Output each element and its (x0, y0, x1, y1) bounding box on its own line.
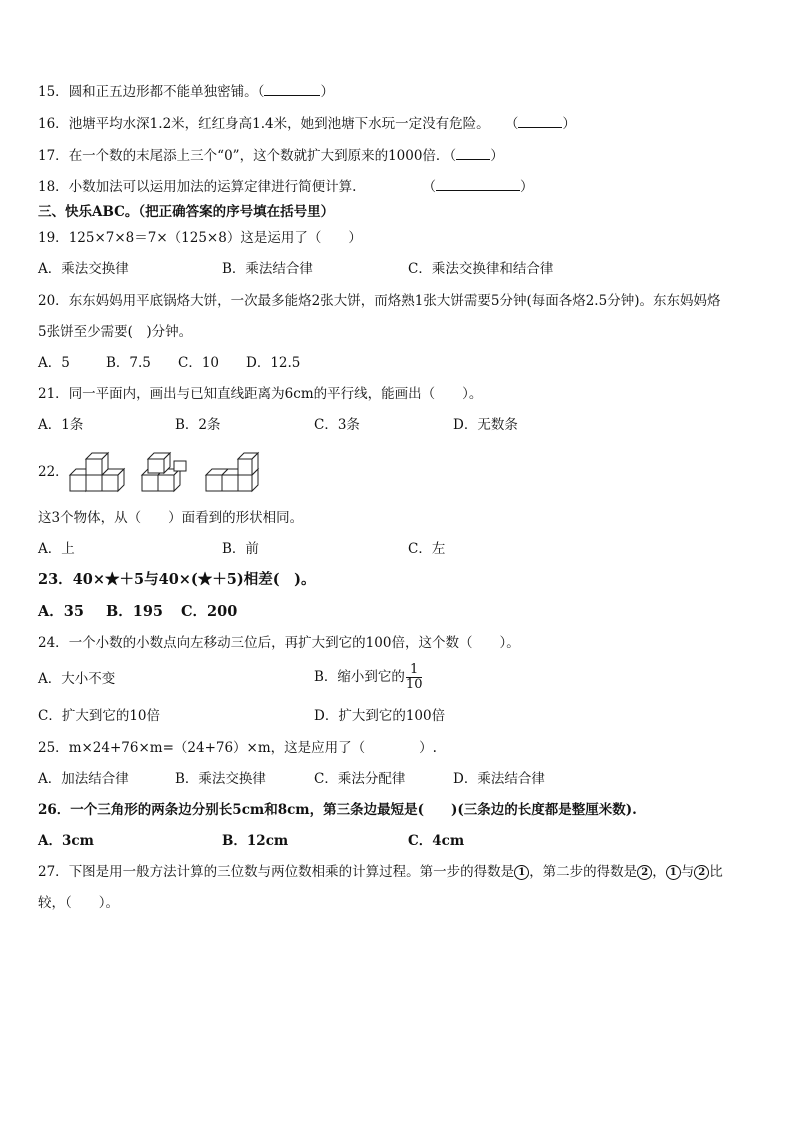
q20-option-a[interactable]: A．5 (38, 355, 70, 371)
circled-number-1b: 1 (666, 865, 681, 880)
q23-number: 23． (38, 571, 73, 588)
question-18 (38, 177, 533, 196)
q20-text-line2: 5张饼至少需要( )分钟。 (38, 324, 193, 340)
q25-option-a[interactable]: A．加法结合律 (38, 771, 129, 787)
fraction-denominator: 10 (405, 677, 423, 692)
q24-text: 一个小数的小数点向左移动三位后，再扩大到它的100倍，这个数（ ）。 (68, 635, 520, 651)
q27-text-line2: 较，（ ）。 (38, 895, 119, 911)
q27-number: 27． (38, 864, 69, 880)
circled-number-2b: 2 (694, 865, 709, 880)
q24-number: 24． (38, 635, 69, 651)
q21-option-b[interactable]: B．2条 (175, 417, 221, 433)
q23-option-c[interactable]: C．200 (181, 603, 238, 620)
q16-close: ） (562, 116, 576, 132)
q27-text-d: 与 (680, 864, 695, 880)
q27-text-e: 比 (709, 864, 723, 880)
q27-text-a: 下图是用一般方法计算的三位数与两位数相乘的计算过程。第一步的得数是 (68, 864, 515, 880)
question-27 (38, 863, 723, 881)
fraction-numerator: 1 (406, 663, 423, 678)
q16-blank[interactable] (518, 114, 562, 128)
q16-open: （ (511, 116, 519, 132)
q18-blank[interactable] (436, 177, 520, 191)
q18-text: 小数加法可以运用加法的运算定律进行简便计算. (68, 179, 357, 195)
q23-option-a[interactable]: A．35 (38, 603, 84, 620)
q15-number: 15． (38, 84, 69, 100)
q21-number: 21． (38, 386, 69, 402)
section-3-heading: 三、快乐ABC。（把正确答案的序号填在括号里） (38, 204, 335, 220)
cube-figure-2 (140, 449, 190, 495)
q18-number: 18． (38, 179, 69, 195)
q17-close: ） (490, 148, 504, 164)
q20-option-b[interactable]: B．7.5 (106, 355, 151, 371)
q17-text: 在一个数的末尾添上三个“0”，这个数就扩大到原来的1000倍．（ (68, 148, 457, 164)
q27-text-c: ， (652, 864, 666, 880)
q22-option-b[interactable]: B．前 (222, 541, 259, 557)
q21-option-c[interactable]: C．3条 (314, 417, 360, 433)
q16-number: 16． (38, 116, 69, 132)
question-25 (38, 739, 437, 757)
q18-close: ） (519, 179, 534, 195)
q23-text: 40×★＋5与40×(★＋5)相差( )。 (72, 571, 316, 588)
q19-text: 125×7×8＝7×（125×8）这是运用了（ ） (68, 230, 362, 246)
cube-figure-3 (202, 449, 262, 495)
q22-option-c[interactable]: C．左 (408, 541, 446, 557)
question-26 (38, 801, 637, 819)
cube-figure-1 (66, 449, 126, 495)
question-24 (38, 634, 520, 652)
q26-option-c[interactable]: C．4cm (408, 833, 465, 849)
q21-option-a[interactable]: A．1条 (38, 417, 84, 433)
q17-number: 17． (38, 148, 69, 164)
q27-text-b: ，第二步的得数是 (529, 864, 638, 880)
q25-text: m×24+76×m=（24+76）×m，这是应用了（ ）. (68, 740, 437, 756)
question-15 (38, 82, 334, 101)
question-16 (38, 114, 576, 133)
q20-option-c[interactable]: C．10 (178, 355, 220, 371)
q21-option-d[interactable]: D．无数条 (453, 417, 518, 433)
q15-blank[interactable] (264, 82, 320, 96)
q22-number: 22． (38, 464, 69, 480)
q22-option-a[interactable]: A．上 (38, 541, 75, 557)
question-21 (38, 385, 482, 403)
circled-number-1: 1 (514, 865, 529, 880)
q21-text: 同一平面内，画出与已知直线距离为6cm的平行线，能画出（ ）。 (68, 386, 483, 402)
q24-option-d[interactable]: D．扩大到它的100倍 (314, 708, 446, 724)
q26-text: 一个三角形的两条边分别长5cm和8cm，第三条边最短是( )(三条边的长度都是整厘米数). (70, 802, 637, 818)
q19-option-b[interactable]: B．乘法结合律 (222, 261, 313, 277)
q24-option-b-text: B．缩小到它的 (314, 669, 405, 685)
q18-open: （ (422, 179, 436, 195)
q20-number: 20． (38, 293, 69, 309)
question-20 (38, 292, 720, 310)
q23-option-b[interactable]: B．195 (106, 603, 164, 620)
question-19 (38, 229, 362, 247)
q25-option-b[interactable]: B．乘法交换律 (175, 771, 266, 787)
q25-option-c[interactable]: C．乘法分配律 (314, 771, 406, 787)
circled-number-2: 2 (637, 865, 652, 880)
q20-text: 东东妈妈用平底锅烙大饼，一次最多能烙2张大饼，而烙熟1张大饼需要5分钟(每面各烙2.5分钟)。东东妈妈烙 (68, 293, 721, 309)
q24-option-b[interactable] (314, 660, 422, 694)
q19-number: 19． (38, 230, 69, 246)
q25-option-d[interactable]: D．乘法结合律 (453, 771, 545, 787)
q26-option-b[interactable]: B．12cm (222, 833, 289, 849)
q26-option-a[interactable]: A．3cm (38, 833, 94, 849)
q17-blank[interactable] (456, 146, 490, 160)
q16-text: 池塘平均水深1.2米，红红身高1.4米，她到池塘下水玩一定没有危险。 (68, 116, 490, 132)
q26-number: 26． (38, 802, 71, 818)
q25-number: 25． (38, 740, 69, 756)
fraction (406, 663, 423, 692)
q22-text: 这3个物体，从（ ）面看到的形状相同。 (38, 510, 304, 526)
q19-option-c[interactable]: C．乘法交换律和结合律 (408, 261, 554, 277)
q15-text: 圆和正五边形都不能单独密铺。（ (68, 84, 265, 100)
question-23 (38, 571, 315, 589)
q24-option-a[interactable]: A．大小不变 (38, 671, 116, 687)
q15-close: ） (320, 84, 334, 100)
q24-option-c[interactable]: C．扩大到它的10倍 (38, 708, 161, 724)
q19-option-a[interactable]: A．乘法交换律 (38, 261, 129, 277)
question-17 (38, 146, 504, 165)
q20-option-d[interactable]: D．12.5 (246, 355, 301, 371)
